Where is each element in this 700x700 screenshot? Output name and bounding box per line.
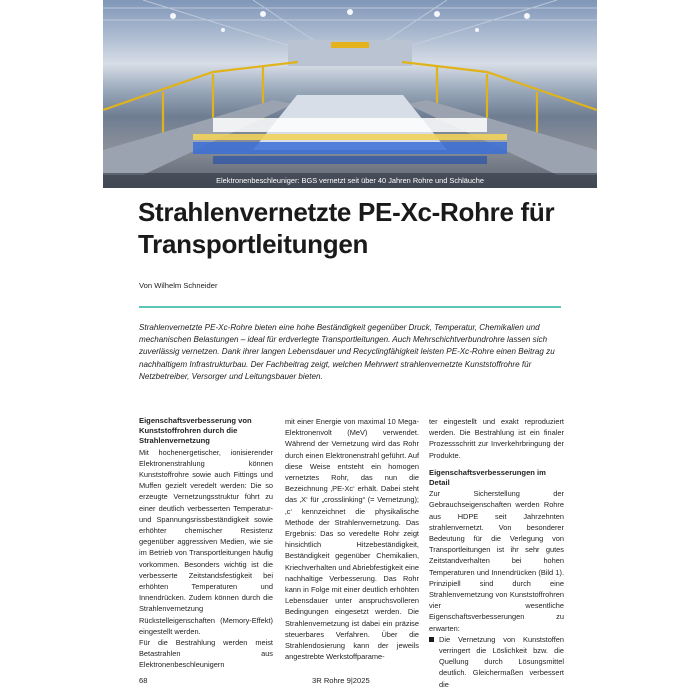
factory-hall-illustration (103, 0, 597, 188)
body-paragraph: ter eingestellt und exakt reproduziert werden. Die Bestrahlung ist ein finaler Prozessschritt zur Inverkehrbringung der Produkte. (429, 417, 564, 460)
journal-issue: 3R Rohre 9|2025 (312, 676, 370, 685)
text-column-2 (285, 416, 419, 662)
title-divider (139, 306, 561, 308)
photo-caption: Elektronenbeschleuniger: BGS vernetzt seit über 40 Jahren Rohre und Schläuche (103, 173, 597, 188)
bullet-item: Die Vernetzung von Kunststoffen verringert die Löslichkeit bzw. die Quellung durch Lösungsmittel deutlich. Gleichermaßen verbessert die (429, 634, 564, 690)
article-title: Strahlenvernetzte PE-Xc-Rohre für Transportleitungen (138, 197, 555, 259)
body-paragraph: Zur Sicherstellung der Gebrauchseigenschaften werden Rohre aus HDPE seit Jahrzehnten strahlenvernetzt. Von besonderer Bedeutung für die Verlegung von Transportleitungen ist ihr sehr gutes Zeitstandverhalten bei hohen Temperaturen und Innendrücken (Bild 1). Prinzipiell sind durch eine Strahlenvernetzung von Kunststoffrohren vier wesentliche Eigenschaftsverbesserungen zu erwarten: (429, 489, 564, 633)
text-column-1 (139, 416, 273, 671)
section-heading: Eigenschaftsverbesserungen im Detail (429, 467, 546, 488)
text-column-3 (429, 416, 564, 690)
article-lead: Strahlenvernetzte PE-Xc-Rohre bieten eine hohe Beständigkeit gegenüber Druck, Temperatur, Chemikalien und mechanischen Belastungen – ideal für erdverlegte Transportleitungen. Auch Mehrschichtverbundrohre lassen sich zuverlässig vernetzen. Dank ihrer langen Lebensdauer und Recyclingfähigkeit leisten PE-Xc-Rohre einen Beitrag zu nachhaltigem Infrastrukturbau. Der Fachbeitrag zeigt, welchen Mehrwert strahlenvernetzte Kunststoffrohre für Netzbetreiber, Versorger und Leitungsbauer bieten. (139, 323, 555, 381)
hero-photo (103, 0, 597, 188)
article-author: Von Wilhelm Schneider (139, 281, 218, 290)
page-number: 68 (139, 676, 148, 685)
section-heading: Eigenschaftsverbesserung von Kunststoffrohren durch die Strahlenvernetzung (139, 416, 252, 446)
body-paragraph: mit einer Energie von maximal 10 Mega-Elektronenvolt (MeV) verwendet. Während der Vernetzung wird das Rohr durch einen Elektronenstrahl geführt. Auf diese Weise entsteht ein homogen vernetztes Rohr, das nun die Bezeichnung ‚PE-Xc‘ erhält. Dabei steht das ‚X‘ für „crosslinking“ (= Vernetzung); ‚c‘ kennzeichnet die physikalische Methode der Strahlenvernetzung. Das Ergebnis: Das so veredelte Rohr zeigt hinsichtlich Hitzebeständigkeit, Beständigkeit gegenüber Chemikalien, Kriechverhalten und Abriebfestigkeit eine nachhaltige Verbesserung. Das Rohr kann in Folge mit einer deutlich erhöhten Lebensdauer unter anspruchsvolleren Bedingungen eingesetzt werden. Die Strahlenvernetzung ist dabei ein präzise steuerbares Verfahren. Über die Strahlendosierung kann der jeweils angestrebte Werkstoffparame- (285, 417, 419, 662)
bullet-list (429, 634, 564, 690)
body-paragraph: Mit hochenergetischer, ionisierender Elektronenstrahlung können Kunststoffrohre sowie auch Fittings und Muffen gezielt veredelt werden: Die so erzeugte Vernetzungsstruktur führt zu einer deutlich verbesserten Temperatur- und Spannungsrissbeständigkeit sowie erhöhter chemischer Resistenz gegenüber aggressiven Medien, wie sie im Betrieb von Transportleitungen häufig vorkommen. Besonders wichtig ist die verbesserte Zeitstandsfestigkeit bei erhöhten Temperaturen und Innendrücken. Zudem können durch die Strahlenvernetzung Rückstelleigenschaften (Memory-Effekt) eingestellt werden. (139, 447, 273, 636)
body-paragraph: Für die Bestrahlung werden meist Betastrahlen aus Elektronenbeschleunigern (139, 638, 273, 670)
